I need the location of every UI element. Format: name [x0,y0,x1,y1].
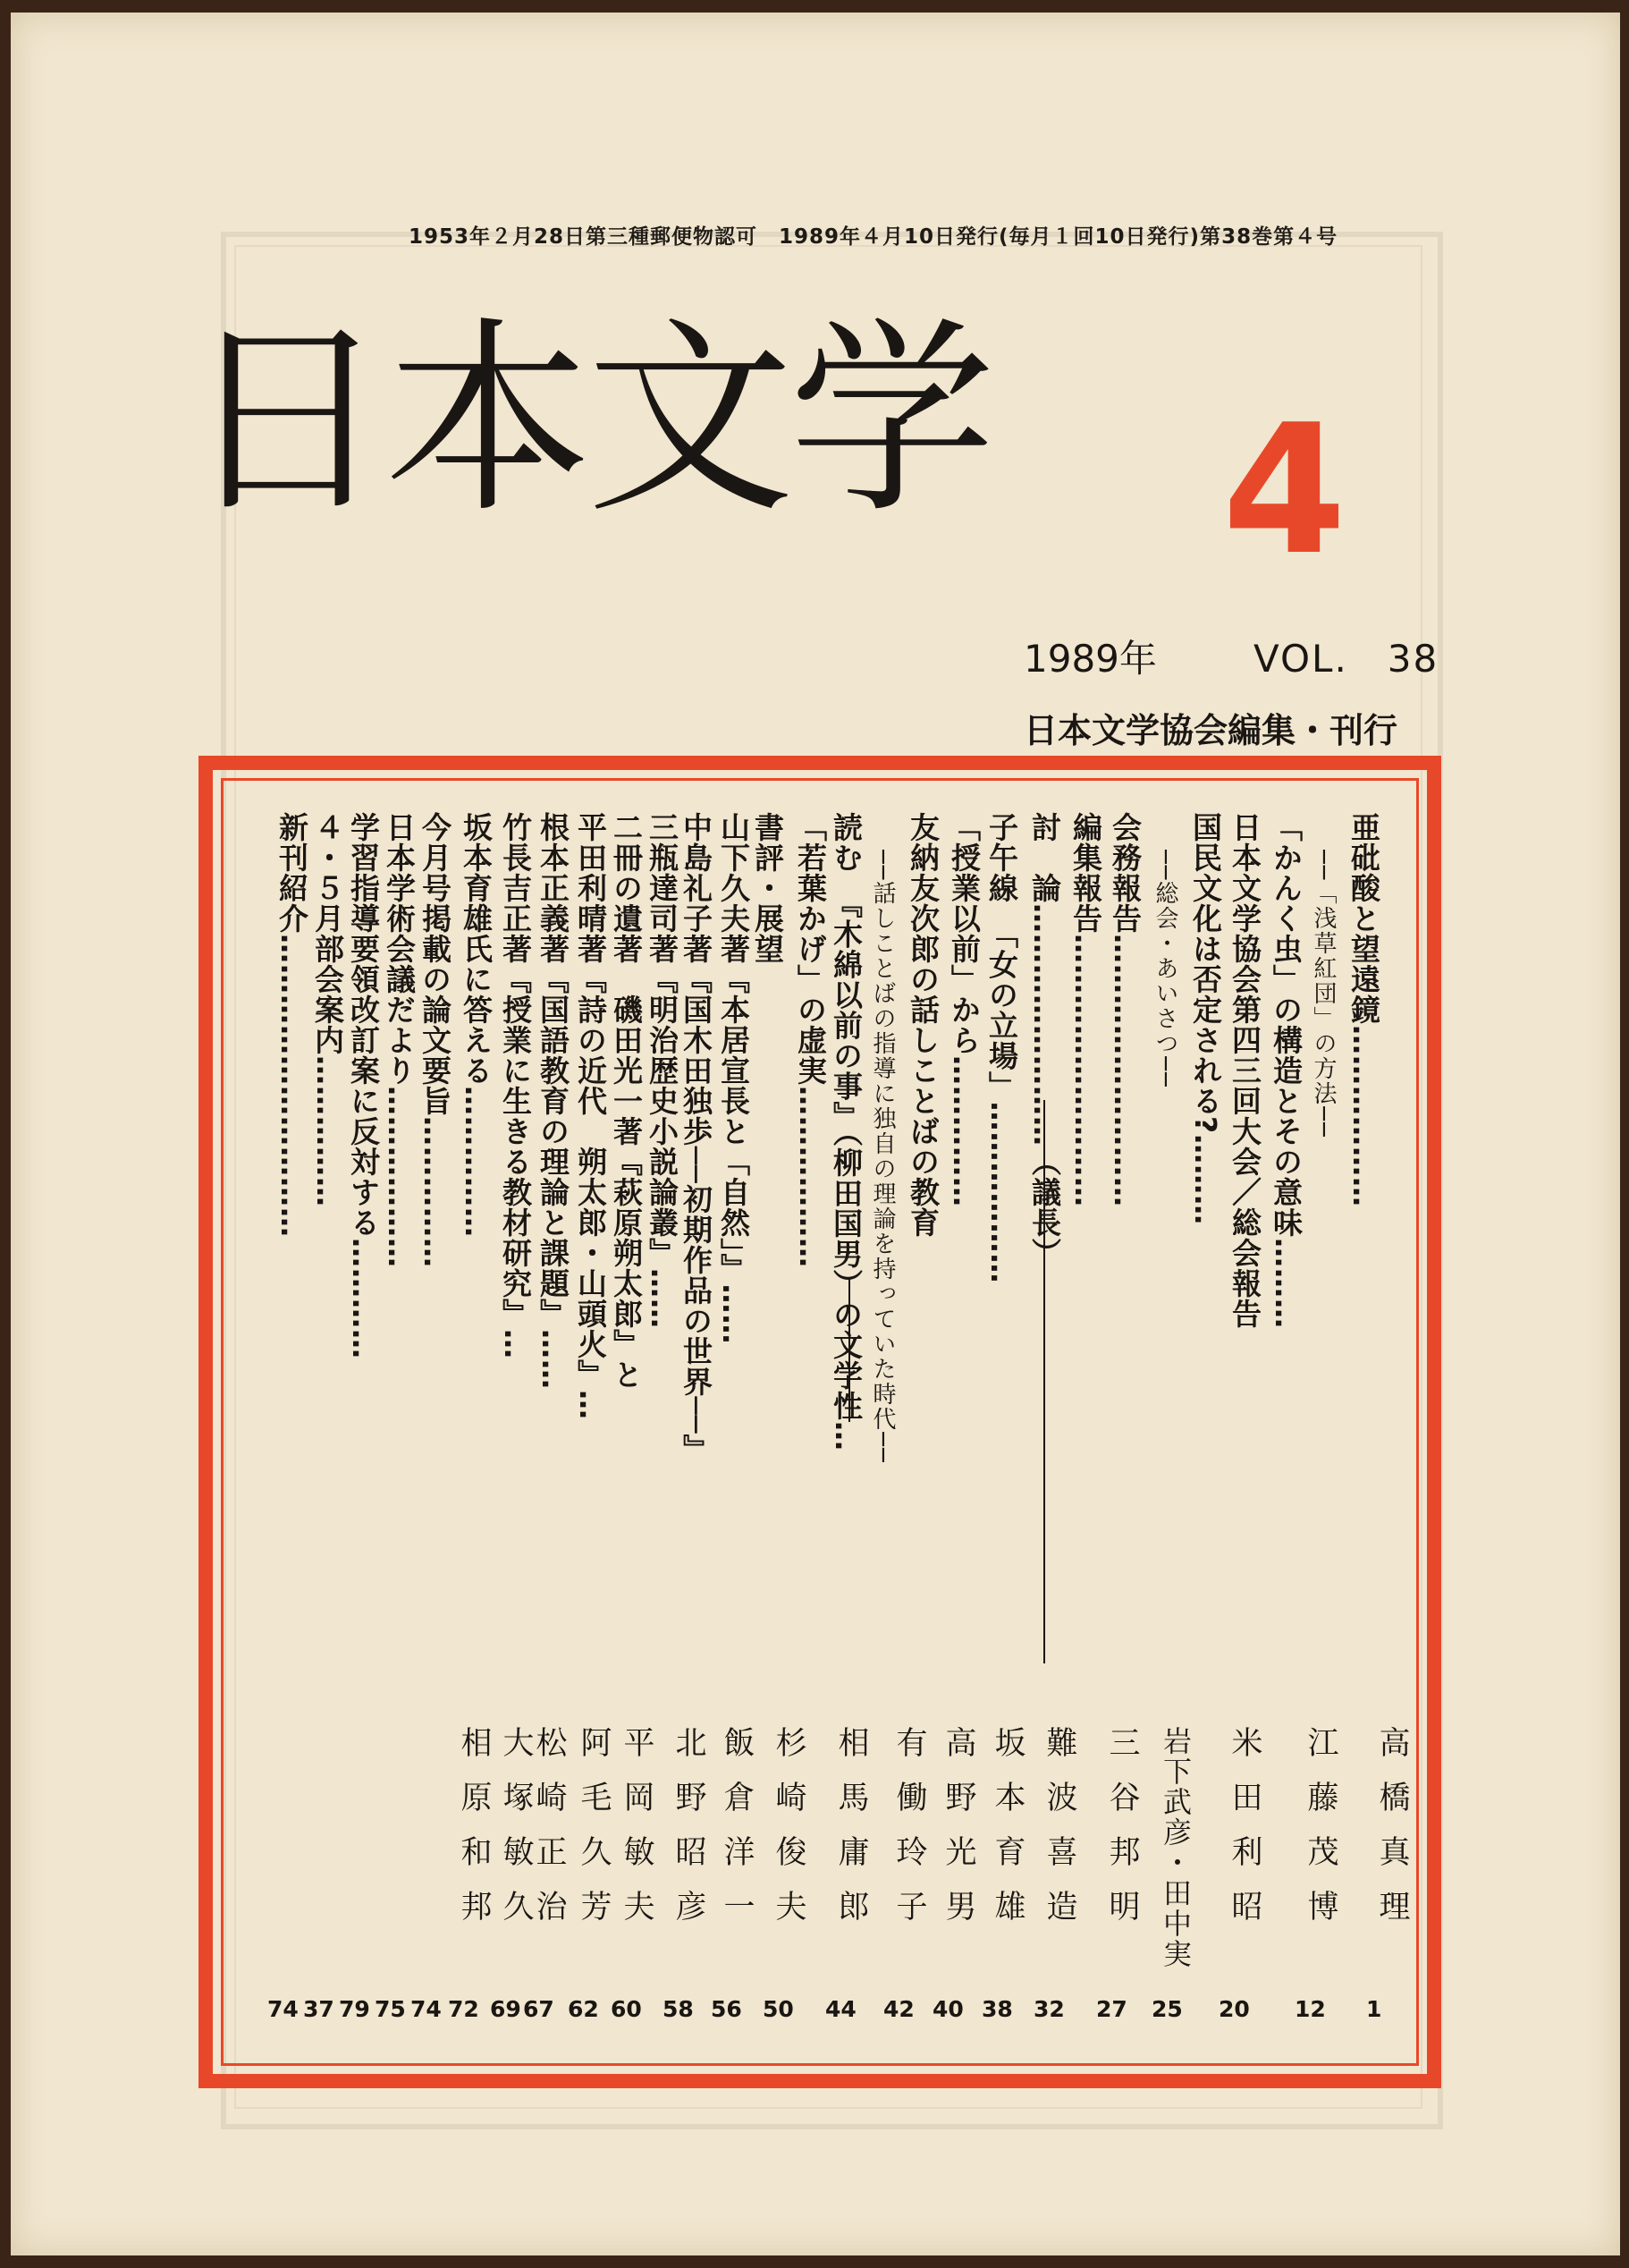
toc-entry-title: 竹長吉正著『授業に生きる教材研究』… [498,812,533,1359]
toc-entry-title: 日本文学協会第四三回大会／総会報告 [1228,812,1262,1329]
table-of-contents [221,778,1419,2066]
publisher: 日本文学協会編集・刊行 [1024,711,1398,750]
toc-entry-title: 子午線 「女の立場」……………… [984,812,1019,1284]
issue-year: 1989年 [1024,637,1157,681]
toc-entry-title: 「かんく虫」の構造とその意味……… [1269,812,1304,1329]
toc-entry-page: 72 [448,1996,479,2022]
toc-entry-title: 国民文化は否定される?……… [1188,812,1223,1226]
toc-entry-title: 中島礼子著『国木田独歩──初期作品の世界──』 [679,812,713,1465]
toc-entry-title: 読む 『木綿以前の事』（柳田国男）の文学性… [829,812,864,1451]
toc-entry-author: 高橋真理 [1374,1726,1410,1944]
toc-entry-title: 友納友次郎の話しことばの教育 [906,812,941,1238]
toc-entry-title: ──話しことばの指導に独自の理論を持っていた時代── [869,850,896,1464]
toc-entry-title: 「授業以前」から…………… [947,812,982,1207]
volume-number: VOL. 38 [1253,637,1439,681]
issue-number: 4 [1222,386,1347,595]
toc-entry-title: 平田利晴著『詩の近代 朔太郎・山頭火』… [573,812,608,1420]
toc-entry-page: 1 [1366,1996,1382,2022]
toc-entry-page: 69 [490,1996,521,2022]
toc-entry-title: ──「浅草紅団」の方法── [1310,850,1337,1138]
toc-entry-page: 38 [982,1996,1013,2022]
toc-entry-title: 今月号掲載の論文要旨…………… [418,812,452,1268]
toc-entry-author: 三谷邦明 [1104,1726,1140,1944]
toc-entry-title: 学習指導要領改訂案に反対する………… [346,812,381,1359]
toc-entry-title: 三瓶達司著『明治歴史小説論叢』…… [645,812,679,1329]
toc-entry-title: 根本正義著『国語教育の理論と課題』…… [536,812,570,1390]
toc-entry-title: 亜砒酸と望遠鏡……………… [1346,812,1381,1207]
toc-entry-title: 坂本育雄氏に答える…………… [459,812,494,1238]
toc-entry-page: 79 [339,1996,370,2022]
toc-entry-title: 会務報告……………………… [1108,812,1143,1207]
toc-entry-page: 37 [303,1996,334,2022]
toc-entry-author: 相原和邦 [456,1726,492,1944]
toc-entry-page: 32 [1034,1996,1065,2022]
toc-entry-page: 56 [711,1996,742,2022]
toc-entry-title: 山下久夫著『本居宣長と「自然」』…… [716,812,751,1345]
toc-entry-author: 有働玲子 [891,1726,927,1944]
toc-entry-page: 44 [825,1996,857,2022]
toc-entry-author: 平岡敏夫 [619,1726,654,1944]
toc-entry-page: 62 [568,1996,599,2022]
toc-entry-author: 松崎正治 [531,1726,567,1944]
toc-entry-title: 新刊紹介………………………… [274,812,309,1238]
toc-entry-title: ──総会・あいさつ── [1152,850,1178,1088]
toc-entry-author: 岩下武彦・田中実 [1159,1726,1193,1969]
toc-entry-page: 25 [1152,1996,1183,2022]
toc-entry-title: 「若葉かげ」の虚実……………… [793,812,828,1268]
section-divider [1043,1100,1045,1663]
toc-entry-title: 書評・展望 [750,812,785,964]
toc-entry-author: 阿毛久芳 [576,1726,612,1944]
toc-entry-author: 難波喜造 [1042,1726,1077,1944]
toc-entry-page: 60 [611,1996,642,2022]
toc-entry-title: ４・５月部会案内…………… [310,812,345,1207]
toc-entry-page: 20 [1219,1996,1250,2022]
publication-info: 1953年２月28日第三種郵便物認可 1989年４月10日発行(毎月１回10日発行)第38巻第４号 [409,225,1338,249]
toc-entry-page: 75 [375,1996,406,2022]
toc-entry-author: 北野昭彦 [671,1726,706,1944]
toc-entry-title: 二冊の遺著 磯田光一著『萩原朔太郎』と [609,812,644,1390]
section-divider [848,1279,850,1422]
toc-entry-author: 江藤茂博 [1303,1726,1338,1944]
toc-entry-page: 50 [763,1996,794,2022]
toc-entry-page: 27 [1096,1996,1127,2022]
toc-entry-title: 編集報告……………………… [1068,812,1103,1207]
toc-entry-author: 飯倉洋一 [719,1726,755,1944]
toc-entry-author: 坂本育雄 [990,1726,1026,1944]
toc-entry-author: 大塚敏久 [498,1726,534,1944]
toc-entry-page: 12 [1295,1996,1326,2022]
toc-entry-page: 40 [933,1996,964,2022]
toc-entry-author: 米田利昭 [1227,1726,1262,1944]
toc-entry-page: 42 [883,1996,915,2022]
toc-entry-page: 58 [663,1996,694,2022]
toc-entry-page: 74 [410,1996,442,2022]
toc-entry-author: 杉崎俊夫 [771,1726,806,1944]
toc-entry-page: 67 [523,1996,554,2022]
toc-entry-title: 日本学術会議だより……………… [382,812,417,1268]
magazine-title: 日本文学 [182,300,992,541]
toc-entry-page: 74 [267,1996,299,2022]
toc-entry-title: 討 論……………………（議長） [1027,812,1062,1268]
toc-entry-author: 高野光男 [941,1726,976,1944]
toc-entry-author: 相馬庸郎 [833,1726,869,1944]
